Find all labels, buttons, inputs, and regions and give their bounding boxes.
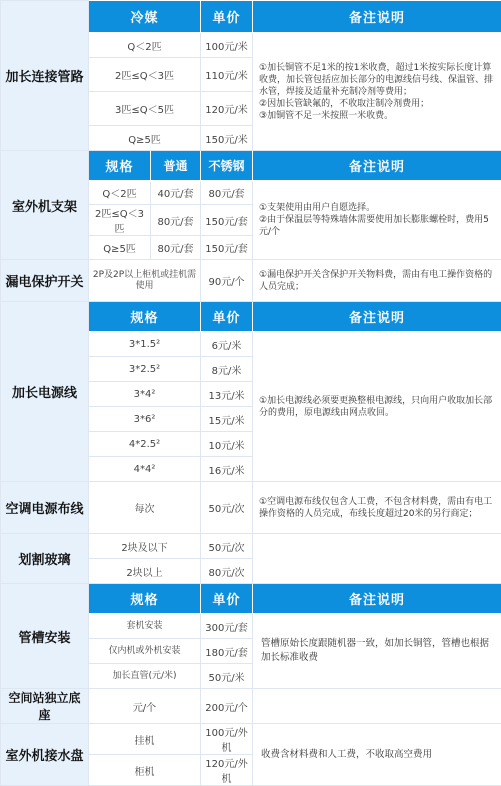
price-cell: 6元/米 (201, 332, 253, 357)
spec-cell: 2块及以下 (89, 534, 201, 559)
note-line: ①漏电保护开关含保护开关物料费，需由有电工操作资格的人员完成； (259, 269, 495, 293)
spec-cell: 4*4² (89, 457, 201, 482)
spec-cell: 2P及2P以上柜机或挂机需使用 (89, 260, 201, 302)
header-row (1, 302, 501, 332)
notes-outdoor-bracket (253, 181, 501, 260)
notes-glass-cutting (253, 534, 501, 584)
price-cell: 100元/米 (201, 33, 253, 58)
price-cell: 120元/米 (201, 92, 253, 126)
price-cell: 50元/米 (201, 664, 253, 689)
price-cell: 100元/外机 (201, 724, 253, 755)
category-power-wiring: 空调电源布线 (1, 482, 89, 534)
spec-cell: Q＜2匹 (89, 181, 151, 205)
category-drain-pan: 室外机接水盘 (1, 724, 89, 786)
notes-duct-install: 管槽原始长度跟随机器一致，如加长铜管，管槽也根据加长标准收费 (253, 614, 501, 689)
price-cell: 200元/个 (201, 689, 253, 724)
spec-cell: 3*2.5² (89, 357, 201, 382)
price-cell: 180元/套 (201, 639, 253, 664)
price-cell: 16元/米 (201, 457, 253, 482)
spec-cell: 每次 (89, 482, 201, 534)
spec-cell: 套机安装 (89, 614, 201, 639)
header-normal: 普通 (151, 151, 201, 181)
price-cell: 120元/外机 (201, 755, 253, 786)
header-stainless: 不锈钢 (201, 151, 253, 181)
table-row (1, 482, 501, 534)
category-power-cable: 加长电源线 (1, 302, 89, 482)
spec-cell: 3*1.5² (89, 332, 201, 357)
spec-cell: 2匹≤Q＜3匹 (89, 58, 201, 92)
header-notes: 备注说明 (253, 584, 501, 614)
spec-cell: 3*6² (89, 407, 201, 432)
price-cell: 15元/米 (201, 407, 253, 432)
normal-price-cell: 40元/套 (151, 181, 201, 205)
note-line: ①加长铜管不足1米的按1米收费，超过1米按实际长度计算收费，加长管包括应加长部分的电源线信号线、保温管、排水管，焊接及适量补充制冷剂等费用； (259, 62, 495, 98)
note-line: ②由于保温层等特殊墙体需要使用加长膨胀螺栓时，费用5元/个 (259, 214, 495, 238)
note-line: ①支架使用由用户自愿选择。 (259, 202, 495, 214)
header-notes: 备注说明 (253, 1, 501, 33)
spec-cell: 加长直管(元/米) (89, 664, 201, 689)
normal-price-cell: 80元/套 (151, 205, 201, 236)
stainless-price-cell: 150元/套 (201, 236, 253, 260)
category-outdoor-bracket: 室外机支架 (1, 151, 89, 260)
notes-leakage-switch (253, 260, 501, 302)
header-notes: 备注说明 (253, 151, 501, 181)
spec-cell: 柜机 (89, 755, 201, 786)
header-row (1, 1, 501, 33)
header-spec: 规格 (89, 584, 201, 614)
note-line: ①空调电源布线仅包含人工费，不包含材料费，需由有电工操作资格的人员完成，布线长度超过20米的另行商定； (259, 496, 495, 520)
spec-cell: 4*2.5² (89, 432, 201, 457)
spec-cell: 3*4² (89, 382, 201, 407)
note-line: ③加铜管不足一米按照一米收费。 (259, 110, 495, 122)
header-spec: 规格 (89, 151, 151, 181)
category-pipe-extension: 加长连接管路 (1, 1, 89, 151)
spec-cell: 3匹≤Q＜5匹 (89, 92, 201, 126)
price-cell: 50元/次 (201, 482, 253, 534)
spec-cell: Q≥5匹 (89, 236, 151, 260)
spec-cell: 元/个 (89, 689, 201, 724)
header-unit-price: 单价 (201, 1, 253, 33)
category-duct-install: 管槽安装 (1, 584, 89, 689)
category-glass-cutting: 划割玻璃 (1, 534, 89, 584)
table-row (1, 260, 501, 302)
price-cell: 50元/次 (201, 534, 253, 559)
note-line: ②因加长管缺氟的，不收取注制冷剂费用； (259, 98, 495, 110)
notes-pipe-extension (253, 33, 501, 151)
header-notes: 备注说明 (253, 302, 501, 332)
header-unit-price: 单价 (201, 302, 253, 332)
table-row (1, 724, 501, 755)
spec-cell: Q＜2匹 (89, 33, 201, 58)
header-spec: 规格 (89, 302, 201, 332)
price-cell: 8元/米 (201, 357, 253, 382)
price-cell: 90元/个 (201, 260, 253, 302)
normal-price-cell: 80元/套 (151, 236, 201, 260)
spec-cell: 仅内机或外机安装 (89, 639, 201, 664)
spec-cell: 挂机 (89, 724, 201, 755)
category-leakage-switch: 漏电保护开关 (1, 260, 89, 302)
price-cell: 150元/米 (201, 126, 253, 151)
header-row (1, 151, 501, 181)
notes-power-wiring (253, 482, 501, 534)
price-cell: 80元/次 (201, 559, 253, 584)
price-cell: 10元/米 (201, 432, 253, 457)
price-cell: 110元/米 (201, 58, 253, 92)
table-row (1, 689, 501, 724)
spec-cell: Q≥5匹 (89, 126, 201, 151)
price-cell: 13元/米 (201, 382, 253, 407)
notes-drain-pan: 收费含材料费和人工费，不收取高空费用 (253, 724, 501, 786)
table-row (1, 534, 501, 559)
notes-power-cable (253, 332, 501, 482)
price-cell: 300元/套 (201, 614, 253, 639)
spec-cell: 2匹≤Q＜3匹 (89, 205, 151, 236)
category-base-stand: 空间站独立底座 (1, 689, 89, 724)
header-unit-price: 单价 (201, 584, 253, 614)
stainless-price-cell: 150元/套 (201, 205, 253, 236)
note-line: ①加长电源线必须要更换整根电源线，只向用户收取加长部分的费用，原电源线由网点收回。 (259, 395, 495, 419)
header-row (1, 584, 501, 614)
header-refrigerant: 冷媒 (89, 1, 201, 33)
stainless-price-cell: 80元/套 (201, 181, 253, 205)
notes-base-stand (253, 689, 501, 724)
spec-cell: 2块以上 (89, 559, 201, 584)
